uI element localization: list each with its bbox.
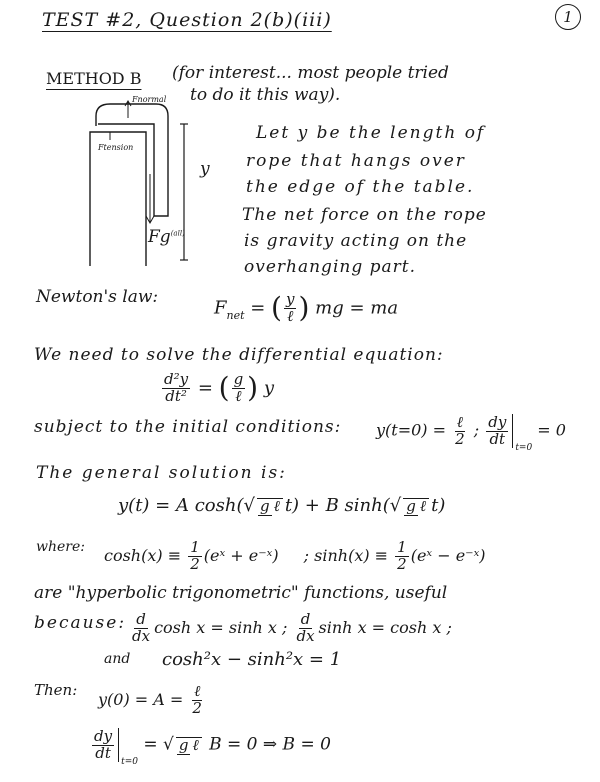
description-line-5: is gravity acting on the xyxy=(244,231,468,251)
method-note-line-2: to do it this way). xyxy=(190,85,341,105)
newton-label: Newton's law: xyxy=(36,287,159,307)
because-label: because: xyxy=(34,613,127,633)
ode-equation: $\frac{\text{d²y}}{\text{dt²}}$ = ( $\frac{g}{\text{ℓ}}$ ) y xyxy=(164,370,275,405)
description-line-3: the edge of the table. xyxy=(246,177,475,197)
where-label: where: xyxy=(36,539,85,555)
pythagorean-identity: cosh²x − sinh²x = 1 xyxy=(162,649,342,670)
method-label: METHOD B xyxy=(46,69,142,88)
normal-force-label: Fnormal xyxy=(132,95,167,104)
y-length-label: y xyxy=(200,159,210,179)
derivative-condition-equation: $\frac{dy}{dt}$ $_{t=0}$ = √ g ℓ B = 0 ⇒ B = 0 xyxy=(94,726,331,767)
description-line-6: overhanging part. xyxy=(244,257,416,277)
and-label: and xyxy=(104,651,131,667)
description-line-2: rope that hangs over xyxy=(246,151,466,171)
then-label: Then: xyxy=(34,681,78,699)
ode-intro: We need to solve the differential equation: xyxy=(34,345,444,365)
page-title: TEST #2, Question 2(b)(iii) xyxy=(42,9,332,31)
hyperbolic-note: are "hyperbolic trigonometric" functions, useful xyxy=(34,583,448,603)
description-line-1: Let y be the length of xyxy=(256,123,486,143)
initial-conditions-text: subject to the initial conditions: xyxy=(34,417,342,437)
description-line-4: The net force on the rope xyxy=(242,205,487,225)
general-solution-equation: y(t) = A cosh(√ g ℓ t) + B sinh(√ g ℓ t) xyxy=(118,495,446,516)
gravity-force-label: $Fg^{(all)}$ xyxy=(148,227,185,247)
initial-value-equation: y(0) = A = $\frac{\text{ℓ}}{2}$ xyxy=(98,682,202,717)
tension-force-label: Ftension xyxy=(98,143,134,152)
derivative-identities: $\frac{d}{dx}$ cosh x = sinh x ; $\frac{d}{dx}$ sinh x = cosh x ; xyxy=(132,610,452,645)
general-solution-intro: The general solution is: xyxy=(36,463,287,483)
initial-conditions-equation: y(t=0) = $\frac{\text{ℓ}}{2}$ ; $\frac{dy}{dt}$ $_{t=0}$ = 0 xyxy=(376,412,566,453)
rope-outline xyxy=(96,104,168,216)
method-note-line-1: (for interest... most people tried xyxy=(172,63,449,83)
cosh-sinh-definitions: cosh(x) ≡ $\frac{1}{2}$ (eˣ + e⁻ˣ) ; sinh(x) ≡ $\frac{1}{2}$ (eˣ − e⁻ˣ) xyxy=(104,538,486,573)
newton-equation: $F_{net}$ = ( $\frac{y}{\text{ℓ}}$ ) mg = ma xyxy=(214,290,399,325)
page-number: 1 xyxy=(555,4,581,30)
